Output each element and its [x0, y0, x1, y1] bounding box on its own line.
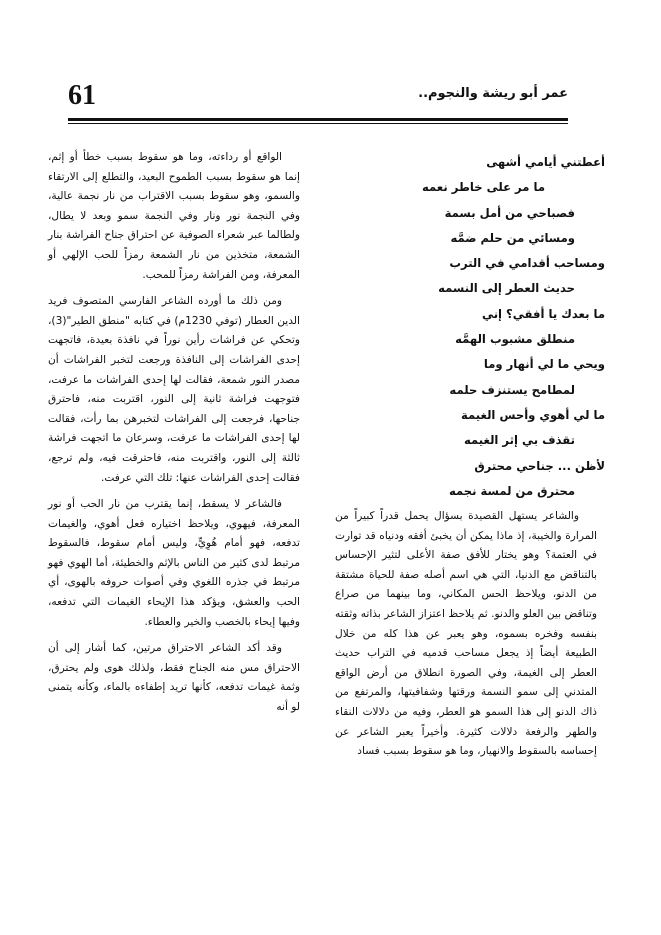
paragraph: الواقع أو رداءته، وما هو سقوط بسبب خطأ أو إثم، إنما هو سقوط بسبب الطموح البعيد، والتطلع إلى الارتقاء والسمو، وهو سقوط بسبب الاقتراب من نار نجمة عالية، وفي النجمة نور ونار وفي النجمة سمو وبعد لا يطال، ولطالما عبر شعراء الصوفية عن احتراق جناح الفراشة بنار الشمعة، متخذين من نار الشمعة رمزاً للحب الإلهي أو المعرفة، ومن الفراشة رمزاً للمحب. [48, 151, 300, 281]
poem-verse: لأظن ... جناحي محترق [474, 458, 605, 473]
header-rule-thick [68, 118, 568, 121]
poem-verse: ومسائي من حلم ضمَّه [450, 230, 575, 245]
right-column-text [335, 507, 597, 769]
poem-verse: فصباحي من أمل بسمة [444, 205, 575, 220]
poem-verse: ما بعدك يا أفقي؟ إني [481, 306, 605, 321]
poem-verse: تقذف بي إثر الغيمه [463, 433, 575, 448]
paragraph: والشاعر يستهل القصيدة بسؤال يحمل قدراً كبيراً من المرارة والخيبة، إذ ماذا يمكن أن يخبئ أفقه ودنياه قد توارت في العتمة؟ وهو يختار للأفق صفة الأعلى لتثير الإحساس بالتناقض مع الدنيا، التي هي اسم أصله صفة للحياة مشتقة من الدنو، ويلاحظ الحس المكاني، وما بينهما من صراع وتناقض بين العلو والدنو. ثم يلاحظ اعتزاز الشاعر بذاته وثقته بنفسه وفخره بسموه، وهو يعبر عن هذا كله من خلال الطبيعة أيضاً إذ يجعل مساحب قدميه في التراب حديث العطر إلى الغيمة، وفي الصورة انطلاق من أرض الواقع المتدني إلى سمو النسمة ورقتها وشفافيتها، والمرتفع من ذاك الدنو إلى هذا السمو هو العطر، وفيه من دلالات النقاء والطهر والرفعة دلالات كثيرة. وأخيراً يعبر الشاعر عن إحساسه بالسقوط والانهيار، وما هو سقوط بسبب فساد [335, 510, 597, 758]
left-column-text [48, 148, 300, 725]
paragraph: وقد أكد الشاعر الاحتراق مرتين، كما أشار إلى أن الاحتراق مس منه الجناح فقط، ولذلك هوى ولم يحترق، وثمة غيمات تدفعه، كأنها تريد إطفاءه بالماء، وكأنه يتمنى لو أنه [48, 642, 300, 714]
paragraph: فالشاعر لا يسقط، إنما يقترب من نار الحب أو نور المعرفة، فيهوي، ويلاحظ اختياره فعل أهوي، والغيمات تدفعه، فهو أمام هُوِيٍّ، وليس أمام سقوط، فالسقوط مرتبط لدى كثير من الناس بالإثم والخطيئة، أما الهوي فهو مرتبط في جذره اللغوي وفي أصوات حروفه بالهوى، أي الحب والعشق، ويؤكد هذا الإيحاء الغيمات التي تدفعه، وفيها إيحاء بالخصب والخير والعطاء. [48, 498, 300, 628]
page-header [68, 80, 568, 116]
page-number: 61 [68, 80, 96, 111]
poem-verse: ويحي ما لي أنهار وما [483, 357, 605, 372]
header-rule-thin [68, 123, 568, 124]
poem [325, 150, 605, 504]
running-title: عمر أبو ريشة والنجوم.. [418, 86, 568, 101]
poem-verse: حديث العطر إلى النسمه [438, 281, 575, 296]
poem-verse: ومساحب أقدامي في الترب [449, 256, 605, 271]
poem-verse: محترق من لمسة نجمه [448, 483, 575, 498]
poem-verse: ما مر على خاطر نعمه [422, 180, 545, 195]
poem-verse: أعطتني أيامي أشهى [486, 155, 605, 169]
paragraph: ومن ذلك ما أورده الشاعر الفارسي المتصوف فريد الدين العطار (توفي 1230م) في كتابه "منطق الطير"(3)، وتحكي عن فراشات رأين نوراً في نافذة بعيدة، فاتجهت إحدى الفراشات إلى النافذة ورجعت لتخبر الفراشات أن مصدر النور شمعة، فقالت لها إحدى الفراشات ما عرفت، فتوجهت فراشة ثانية إلى النور، اقتربت منه، فاحترق جناحها، فرجعت إلى الفراشات لتخبرهن بما رأت، فقالت لها إحدى الفراشات ما عرفت، وسرعان ما اتجهت فراشة ثالثة إلى النور، واقتربت منه، فاحترقت فيه، ولم ترجع، فقالت إحدى الفراشات عنها: تلك التي عرفت. [48, 295, 300, 484]
poem-verse: لمطامح يستنزف حلمه [449, 382, 575, 397]
poem-verse: ما لي أهوي وأحس الغيمة [461, 407, 605, 422]
poem-verse: منطلق مشبوب الهمَّه [455, 332, 575, 347]
